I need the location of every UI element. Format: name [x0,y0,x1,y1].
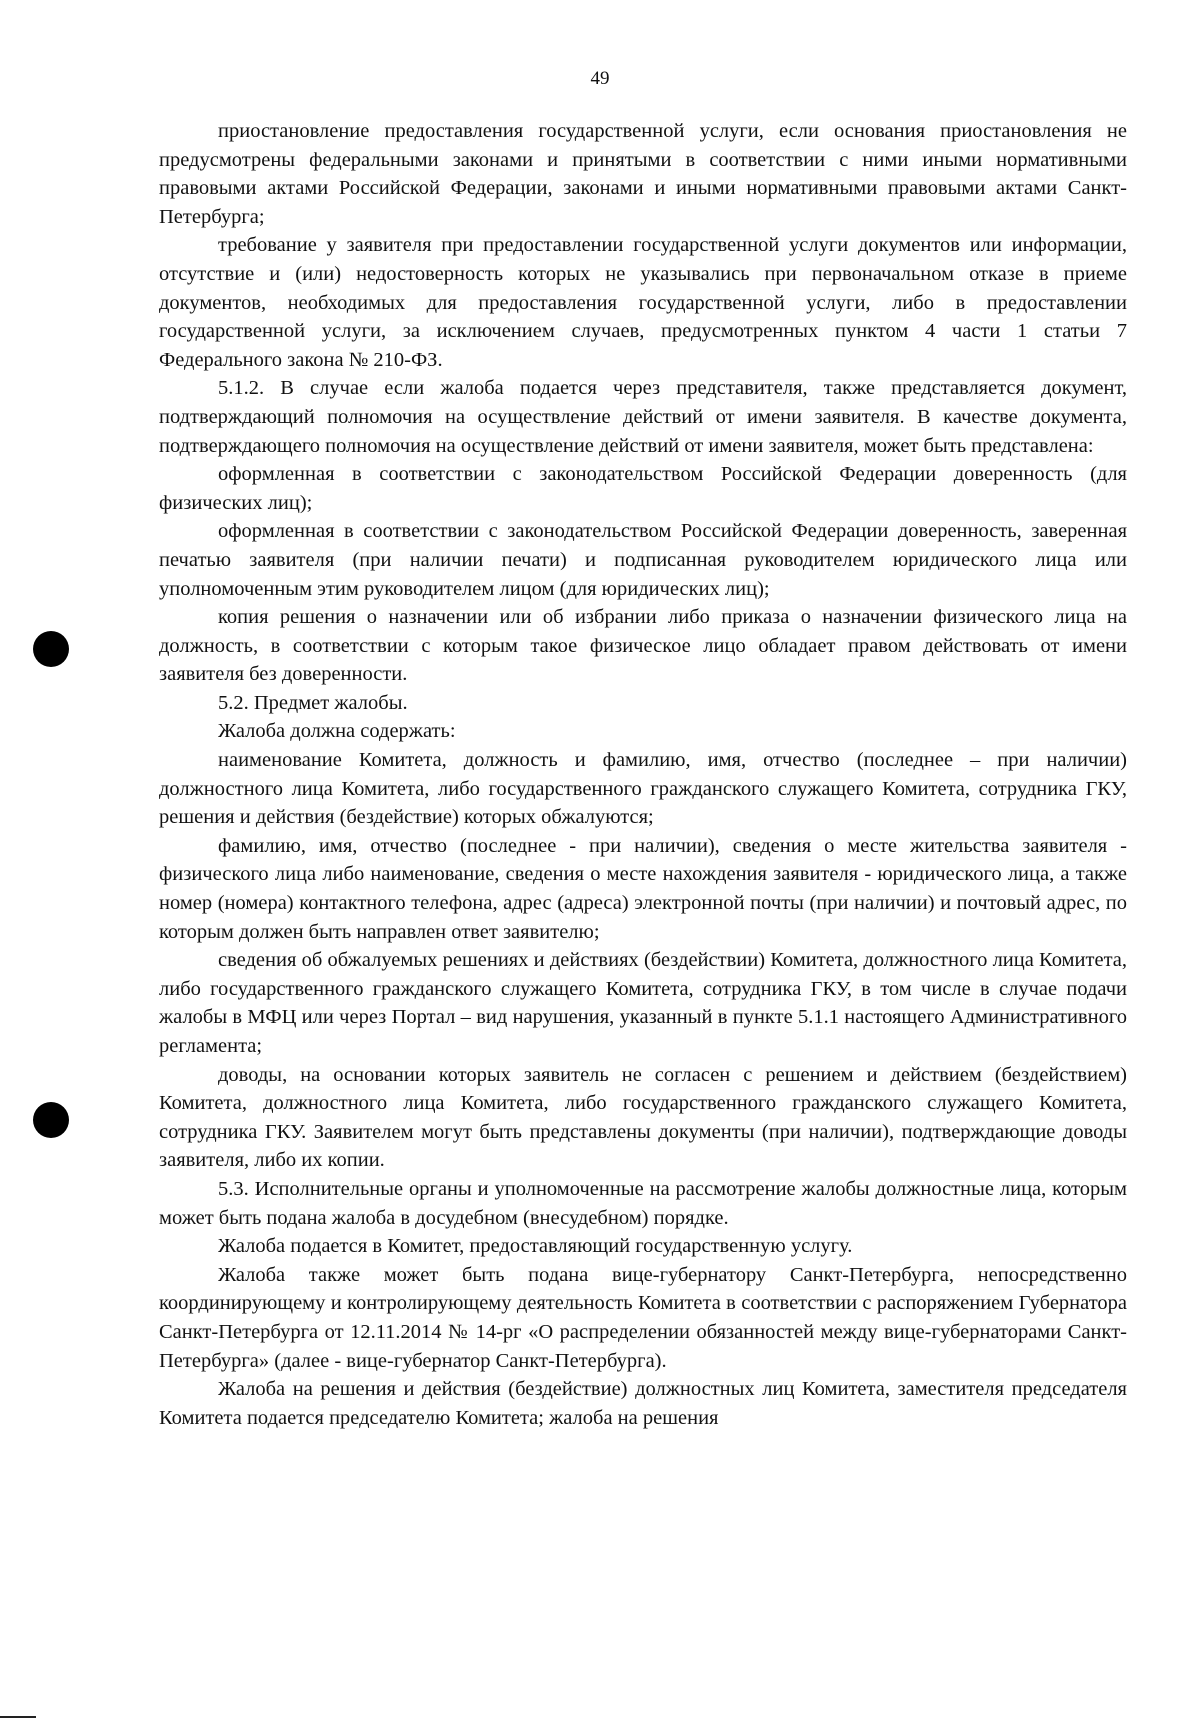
document-body [159,117,1127,1432]
list-item-power-of-attorney-legal-entities: оформленная в соответствии с законодательством Российской Федерации доверенность, заверенная печатью заявителя (при наличии печати) и подписанная руководителем юридического лица или уполномоченным этим руководителем лицом (для юридических лиц); [159,520,1127,600]
paragraph-5-1-2-representative: 5.1.2. В случае если жалоба подается через представителя, также представляется документ, подтверждающий полномочия на осуществление действий от имени заявителя. В качестве документа, подтверждающего полномочия на осуществление действий от имени заявителя, может быть представлена: [159,377,1127,457]
list-item-arguments: доводы, на основании которых заявитель не согласен с решением и действием (бездействием) Комитета, должностного лица Комитета, либо государственного гражданского служащего Комитета, сотрудника ГКУ. Заявителем могут быть представлены документы (при наличии), подтверждающие доводы заявителя, либо их копии. [159,1063,1127,1172]
list-item-power-of-attorney-individuals: оформленная в соответствии с законодательством Российской Федерации доверенность (для физических лиц); [159,463,1127,514]
list-item-appealed-decisions: сведения об обжалуемых решениях и действиях (бездействии) Комитета, должностного лица Комитета, либо государственного гражданского служащего Комитета, сотрудника ГКУ, в том числе в случае подачи жалобы в МФЦ или через Портал – вид нарушения, указанный в пункте 5.1.1 настоящего Административного регламента; [159,949,1127,1057]
paragraph-complaint-to-chairman: Жалоба на решения и действия (бездействие) должностных лиц Комитета, заместителя председателя Комитета подается председателю Комитета; жалоба на решения [159,1378,1127,1429]
binder-hole-mark [33,631,69,667]
page-number: 49 [590,68,610,89]
section-heading-5-2: 5.2. Предмет жалобы. [218,691,408,714]
paragraph-complaint-to-committee: Жалоба подается в Комитет, предоставляющий государственную услугу. [218,1235,853,1258]
section-heading-5-3: 5.3. Исполнительные органы и уполномоченные на рассмотрение жалобы должностные лица, которым может быть подана жалоба в досудебном (внесудебном) порядке. [159,1177,1127,1229]
binder-hole-mark [33,1102,69,1138]
paragraph-complaint-to-vice-governor: Жалоба также может быть подана вице-губернатору Санкт-Петербурга, непосредственно координирующему и контролирующему деятельность Комитета в соответствии с распоряжением Губернатора Санкт-Петербурга от 12.11.2014 № 14-рг «О распределении обязанностей между вице-губернаторами Санкт-Петербурга» (далее - вице-губернатор Санкт-Петербурга). [159,1263,1127,1372]
list-item-appointment-order-copy: копия решения о назначении или об избрании либо приказа о назначении физического лица на должность, в соответствии с которым такое физическое лицо обладает правом действовать от имени заявителя без доверенности. [159,606,1127,686]
scan-edge-mark [0,1716,36,1718]
paragraph-complaint-contents-intro: Жалоба должна содержать: [218,720,456,743]
paragraph-suspension-grounds: приостановление предоставления государственной услуги, если основания приостановления не предусмотрены федеральными законами и принятыми в соответствии с ними иными нормативными правовыми актами Российской Федерации, законами и иными нормативными правовыми актами Санкт-Петербурга; [159,120,1127,228]
paragraph-document-requirement: требование у заявителя при предоставлении государственной услуги документов или информации, отсутствие и (или) недостоверность которых не указывались при первоначальном отказе в приеме документов, необходимых для предоставления государственной услуги, либо в предоставлении государственной услуги, за исключением случаев, предусмотренных пунктом 4 части 1 статьи 7 Федерального закона № 210-ФЗ. [159,234,1127,371]
list-item-official-name: наименование Комитета, должность и фамилию, имя, отчество (последнее – при наличии) должностного лица Комитета, либо государственного гражданского служащего Комитета, сотрудника ГКУ, решения и действия (бездействие) которых обжалуются; [159,749,1127,829]
list-item-applicant-details: фамилию, имя, отчество (последнее - при наличии), сведения о месте жительства заявителя - физического лица либо наименование, сведения о месте нахождения заявителя - юридического лица, а также номер (номера) контактного телефона, адрес (адреса) электронной почты (при наличии) и почтовый адрес, по которым должен быть направлен ответ заявителю; [159,834,1127,943]
